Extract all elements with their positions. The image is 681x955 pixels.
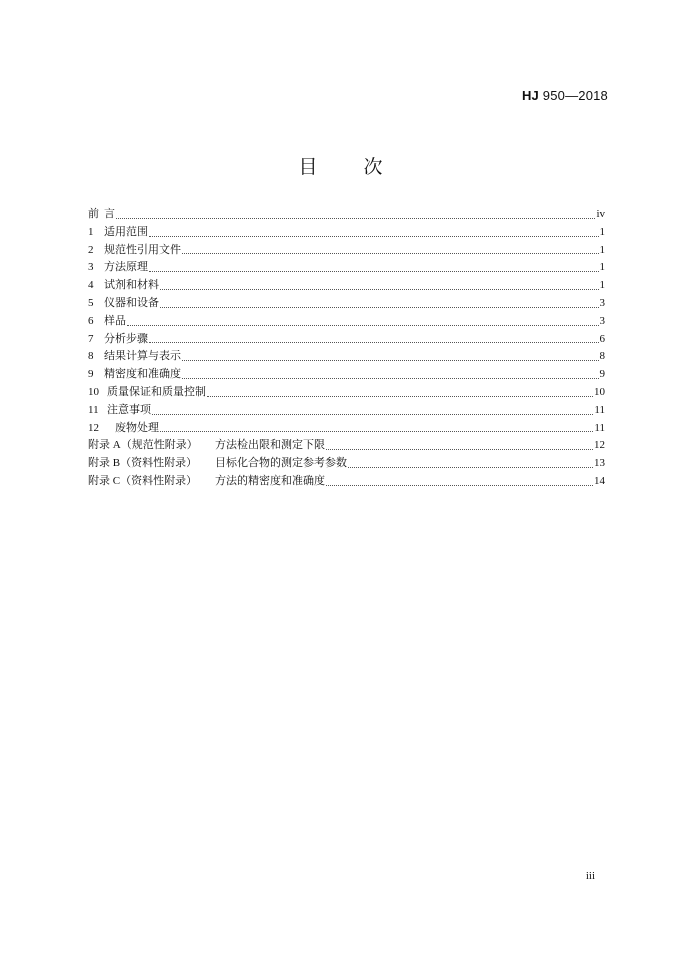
toc-entry-4[interactable] xyxy=(88,277,605,295)
toc-entry-title: 方法的精密度和准确度 xyxy=(215,474,325,487)
toc-entry-page: 13 xyxy=(594,457,605,470)
toc-entry-number: 1 xyxy=(88,225,94,238)
table-of-contents xyxy=(88,206,605,491)
toc-entry-2[interactable] xyxy=(88,242,605,260)
toc-entry-page: 3 xyxy=(599,314,605,327)
standard-number: 950—2018 xyxy=(538,88,608,103)
page-number: iii xyxy=(585,870,595,882)
toc-entry-title: 方法原理 xyxy=(104,261,148,274)
toc-leader-dots xyxy=(348,467,593,468)
toc-entry-page: 1 xyxy=(599,243,605,256)
toc-entry-title: 适用范围 xyxy=(104,225,148,238)
toc-entry-appendix-a[interactable] xyxy=(88,437,605,455)
toc-entry-number: 5 xyxy=(88,296,94,309)
toc-entry-title: 试剂和材料 xyxy=(104,279,159,292)
toc-leader-dots xyxy=(160,289,599,290)
toc-leader-dots xyxy=(207,396,593,397)
toc-entry-appendix-b[interactable] xyxy=(88,455,605,473)
toc-entry-preface[interactable] xyxy=(88,206,605,224)
toc-leader-dots xyxy=(160,431,593,432)
toc-leader-dots xyxy=(326,449,593,450)
toc-heading-char-1: 目 xyxy=(298,156,318,178)
toc-leader-dots xyxy=(116,218,595,219)
toc-entry-title: 言 xyxy=(104,208,115,220)
toc-entry-title: 废物处理 xyxy=(115,421,159,434)
toc-entry-title: 结果计算与表示 xyxy=(104,350,181,363)
toc-entry-number: 3 xyxy=(88,261,94,274)
toc-entry-title: 样品 xyxy=(104,314,126,327)
toc-entry-1[interactable] xyxy=(88,224,605,242)
toc-entry-number: 附录 C（资料性附录） xyxy=(88,474,198,487)
standard-prefix: HJ xyxy=(521,88,539,103)
toc-entry-page: 10 xyxy=(594,385,605,398)
toc-entry-page: 1 xyxy=(599,261,605,274)
toc-entry-number: 前 xyxy=(88,208,99,220)
toc-entry-title: 质量保证和质量控制 xyxy=(107,385,206,398)
toc-entry-9[interactable] xyxy=(88,366,605,384)
toc-entry-page: 11 xyxy=(594,403,605,416)
toc-entry-page: 6 xyxy=(599,332,605,345)
toc-entry-8[interactable] xyxy=(88,348,605,366)
toc-heading xyxy=(0,152,681,179)
toc-entry-7[interactable] xyxy=(88,331,605,349)
toc-entry-number: 6 xyxy=(88,314,94,327)
toc-entry-title: 精密度和准确度 xyxy=(104,368,181,381)
toc-entry-number: 10 xyxy=(88,385,99,398)
toc-entry-number: 8 xyxy=(88,350,94,363)
toc-entry-number: 12 xyxy=(88,421,99,434)
toc-leader-dots xyxy=(149,236,599,237)
toc-leader-dots xyxy=(152,414,593,415)
toc-leader-dots xyxy=(182,253,599,254)
toc-entry-title: 方法检出限和测定下限 xyxy=(215,439,325,452)
toc-entry-10[interactable] xyxy=(88,384,605,402)
toc-entry-number: 2 xyxy=(88,243,94,256)
toc-entry-appendix-c[interactable] xyxy=(88,473,605,491)
toc-entry-page: 3 xyxy=(599,296,605,309)
toc-entry-6[interactable] xyxy=(88,313,605,331)
toc-entry-page: 14 xyxy=(594,474,605,487)
toc-entry-page: 1 xyxy=(599,225,605,238)
toc-leader-dots xyxy=(182,360,599,361)
toc-entry-number: 7 xyxy=(88,332,94,345)
toc-leader-dots xyxy=(326,485,593,486)
toc-leader-dots xyxy=(127,325,599,326)
toc-entry-11[interactable] xyxy=(88,402,605,420)
toc-leader-dots xyxy=(160,307,599,308)
toc-entry-number: 4 xyxy=(88,279,94,292)
toc-entry-page: 11 xyxy=(594,421,605,434)
toc-entry-title: 仪器和设备 xyxy=(104,296,159,309)
toc-entry-title: 规范性引用文件 xyxy=(104,243,181,256)
toc-entry-page: iv xyxy=(596,208,605,220)
toc-entry-number: 附录 A（规范性附录） xyxy=(88,439,198,452)
standard-code xyxy=(522,88,608,103)
toc-entry-page: 8 xyxy=(599,350,605,363)
toc-entry-title: 分析步骤 xyxy=(104,332,148,345)
toc-heading-char-2: 次 xyxy=(363,156,383,178)
toc-leader-dots xyxy=(149,271,599,272)
toc-entry-title: 目标化合物的测定参考参数 xyxy=(215,457,347,470)
toc-entry-page: 9 xyxy=(599,368,605,381)
toc-entry-page: 1 xyxy=(599,279,605,292)
toc-entry-page: 12 xyxy=(594,439,605,452)
toc-entry-3[interactable] xyxy=(88,259,605,277)
toc-entry-number: 11 xyxy=(88,403,99,416)
toc-entry-number: 附录 B（资料性附录） xyxy=(88,457,198,470)
toc-leader-dots xyxy=(149,342,599,343)
toc-entry-12[interactable] xyxy=(88,420,605,438)
toc-leader-dots xyxy=(182,378,599,379)
toc-entry-5[interactable] xyxy=(88,295,605,313)
toc-entry-number: 9 xyxy=(88,368,94,381)
toc-entry-title: 注意事项 xyxy=(107,403,151,416)
